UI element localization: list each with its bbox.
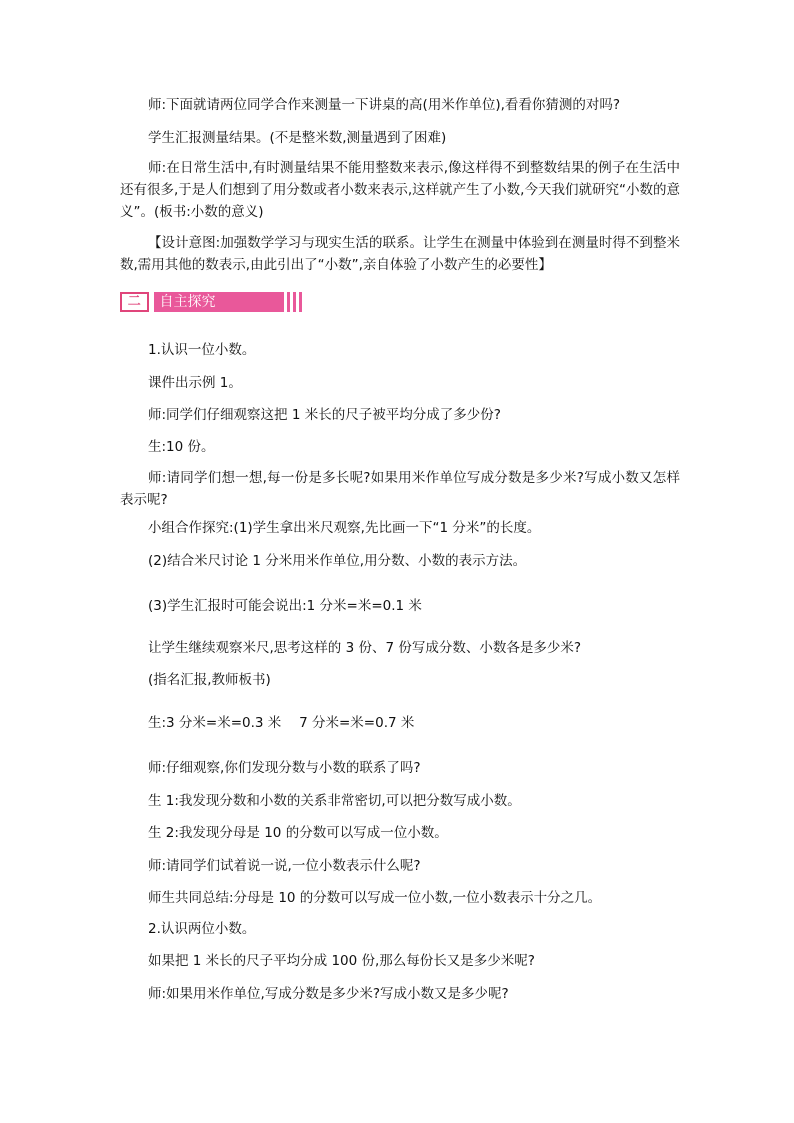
line-3: 师:同学们仔细观察这把 1 米长的尺子被平均分成了多少份? (148, 407, 501, 423)
paragraph-design-intent: 【设计意图:加强数学学习与现实生活的联系。让学生在测量中体验到在测量时得不到整米数,需用其他的数表示,由此引出了“小数”,亲自体验了小数产生的必要性】 (120, 235, 680, 273)
line-19: 师:如果用米作单位,写成分数是多少米?写成小数又是多少呢? (148, 986, 509, 1002)
line-18: 如果把 1 米长的尺子平均分成 100 份,那么每份长又是多少米呢? (148, 953, 535, 969)
line-15: 师:请同学们试着说一说,一位小数表示什么呢? (148, 858, 421, 874)
paragraph-teacher-measure: 师:下面就请两位同学合作来测量一下讲桌的高(用米作单位),看看你猜测的对吗? (148, 97, 621, 113)
line-17: 2.认识两位小数。 (148, 921, 256, 937)
line-2: 课件出示例 1。 (148, 375, 242, 391)
line-9: 让学生继续观察米尺,思考这样的 3 份、7 份写成分数、小数各是多少米? (148, 640, 582, 656)
line-5: 师:请同学们想一想,每一份是多长呢?如果用米作单位写成分数是多少米?写成小数又怎样表示呢? (120, 470, 680, 508)
stripe (293, 292, 296, 312)
line-8: (3)学生汇报时可能会说出:1 分米=米=0.1 米 (148, 598, 422, 614)
line-1: 1.认识一位小数。 (148, 342, 256, 358)
line-4: 生:10 份。 (148, 439, 215, 455)
line-11: 生:3 分米=米=0.3 米 7 分米=米=0.7 米 (148, 715, 415, 731)
line-13: 生 1:我发现分数和小数的关系非常密切,可以把分数写成小数。 (148, 793, 521, 809)
line-7: (2)结合米尺讨论 1 分米用米作单位,用分数、小数的表示方法。 (148, 553, 527, 569)
section-number: 二 (120, 292, 149, 312)
paragraph-teacher-intro: 师:在日常生活中,有时测量结果不能用整数来表示,像这样得不到整数结果的例子在生活中还有很多,于是人们想到了用分数或者小数来表示,这样就产生了小数,今天我们就研究“小数的意义”。(板书:小数的意义) (120, 160, 680, 220)
line-12: 师:仔细观察,你们发现分数与小数的联系了吗? (148, 760, 421, 776)
stripe (287, 292, 290, 312)
line-14: 生 2:我发现分母是 10 的分数可以写成一位小数。 (148, 825, 448, 841)
line-6: 小组合作探究:(1)学生拿出米尺观察,先比画一下“1 分米”的长度。 (148, 520, 541, 536)
section-header (120, 292, 302, 312)
paragraph-student-report: 学生汇报测量结果。(不是整米数,测量遇到了困难) (148, 130, 447, 146)
section-title: 自主探究 (154, 292, 284, 312)
line-10: (指名汇报,教师板书) (148, 672, 271, 688)
section-stripes (287, 292, 302, 312)
stripe (299, 292, 302, 312)
line-16: 师生共同总结:分母是 10 的分数可以写成一位小数,一位小数表示十分之几。 (148, 890, 602, 906)
